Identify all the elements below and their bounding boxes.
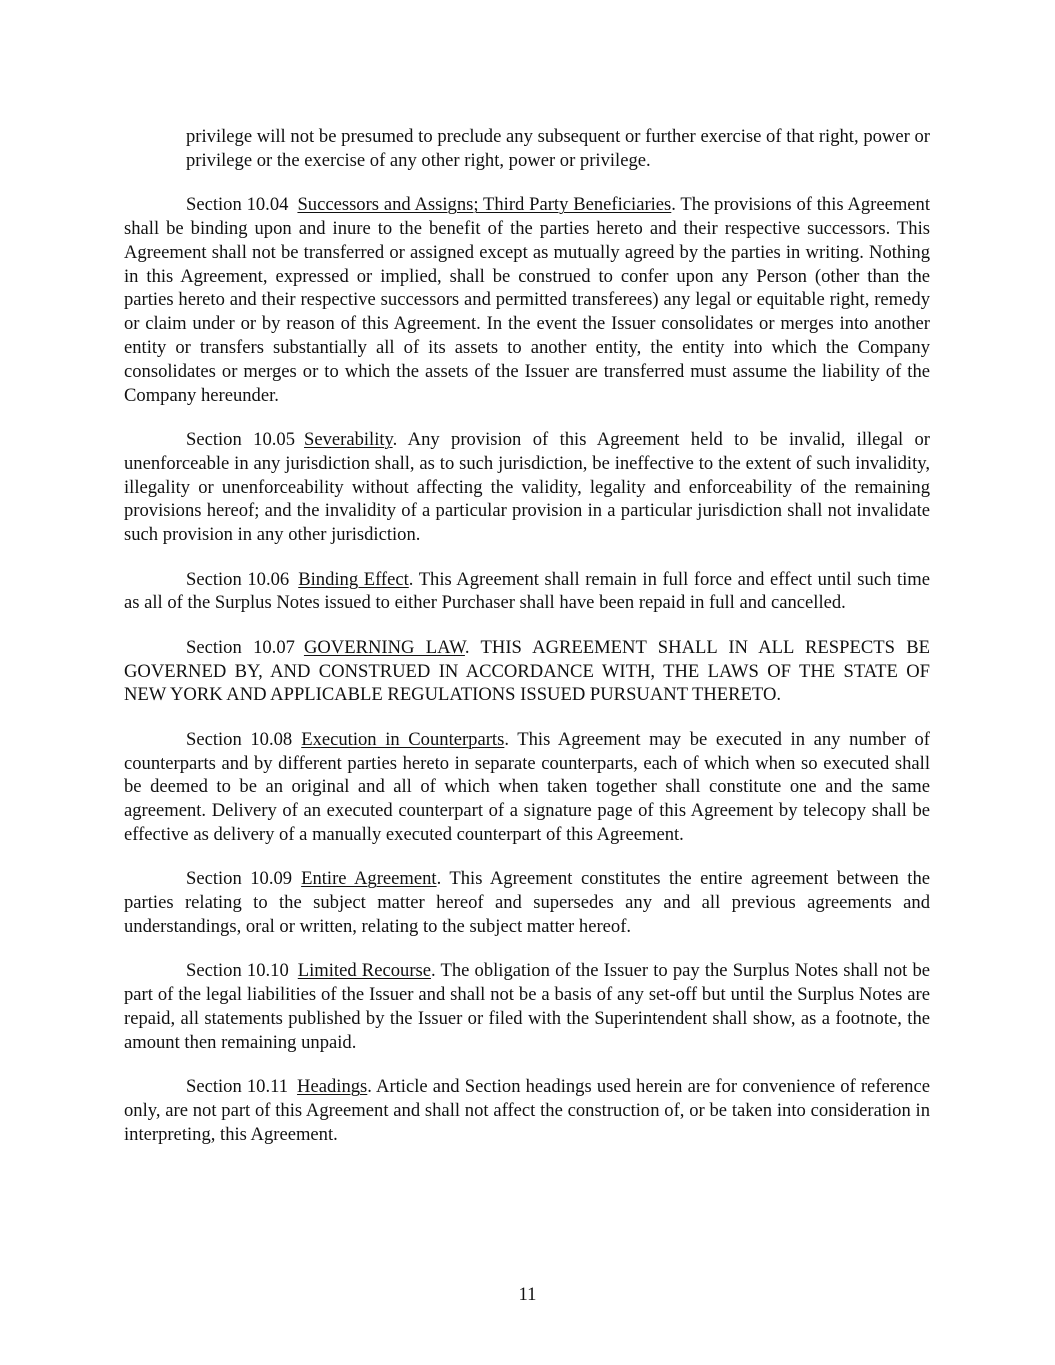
page-number: 11 <box>518 1284 537 1305</box>
section-body: . This Agreement may be executed in any number of counterparts and by different parties hereto in separate counterparts, each of which when so executed shall be deemed to be an original and all of which when taken together shall constitute one and the same agreement. Delivery of an executed counterpart of a signature page of this Agreement by telecopy shall be effective as delivery of a manually executed counterpart of this Agreement. <box>124 728 930 845</box>
section-10-10 <box>124 959 930 1054</box>
section-10-09 <box>124 867 930 938</box>
section-10-11 <box>124 1075 930 1146</box>
section-10-08 <box>124 728 930 847</box>
section-title: Headings <box>297 1076 368 1098</box>
section-title: Limited Recourse <box>297 960 431 982</box>
section-10-05 <box>124 428 930 547</box>
section-body: . The provisions of this Agreement shall be binding upon and inure to the benefit of the parties hereto and their respective successors. This Agreement shall not be transferred or assigned except as mutually agreed by the parties in writing. Nothing in this Agreement, expressed or implied, shall be construed to confer upon any Person (other than the parties hereto and their respective successors and permitted transferees) any legal or equitable right, remedy or claim under or by reason of this Agreement. In the event the Issuer consolidates or merges into another entity or transfers substantially all of its assets to another entity, the entity into which the Company consolidates or merges or to which the assets of the Issuer are transferred must assume the liability of the Company hereunder. <box>124 194 930 406</box>
section-body: . This Agreement shall remain in full force and effect until such time as all of the Surplus Notes issued to either Purchaser shall have been repaid in full and cancelled. <box>124 568 930 614</box>
section-number: Section 10.07 <box>186 636 295 658</box>
section-number: Section 10.08 <box>186 728 293 750</box>
section-title: Severability <box>304 428 393 450</box>
section-title: Successors and Assigns; Third Party Beneficiaries <box>297 194 672 216</box>
section-10-04 <box>124 193 930 407</box>
section-body: . The obligation of the Issuer to pay the Surplus Notes shall not be part of the legal liabilities of the Issuer and shall not be a basis of any set-off but until the Surplus Notes are repaid, all statements published by the Issuer or filed with the Superintendent shall show, as a footnote, the amount then remaining unpaid. <box>124 960 930 1053</box>
section-body: . Any provision of this Agreement held to be invalid, illegal or unenforceable in any jurisdiction shall, as to such jurisdiction, be ineffective to the extent of such invalidity, illegality or unenforceability without affecting the validity, legality and enforceability of the remaining provisions hereof; and the invalidity of a particular provision in a particular jurisdiction shall not invalidate such provision in any other jurisdiction. <box>124 428 930 546</box>
section-title: Execution in Counterparts <box>301 728 505 750</box>
section-number: Section 10.09 <box>186 868 293 890</box>
section-body: . This Agreement constitutes the entire agreement between the parties relating to the subject matter hereof and supersedes any and all previous agreements and understandings, oral or written, relating to the subject matter hereof. <box>124 868 930 937</box>
section-number: Section 10.10 <box>186 960 289 982</box>
section-number: Section 10.11 <box>186 1076 289 1098</box>
section-10-07 <box>124 636 930 707</box>
section-title: Binding Effect <box>298 568 409 590</box>
section-title: Entire Agreement <box>301 868 437 890</box>
section-body: . Article and Section headings used herein are for convenience of reference only, are not part of this Agreement and shall not affect the construction of, or be taken into consideration in interpreting, this Agreement. <box>124 1076 930 1145</box>
section-title: GOVERNING LAW <box>303 636 465 658</box>
continuation-paragraph: privilege will not be presumed to preclude any subsequent or further exercise of that right, power or privilege or the exercise of any other right, power or privilege. <box>186 126 930 171</box>
section-body: . THIS AGREEMENT SHALL IN ALL RESPECTS BE GOVERNED BY, AND CONSTRUED IN ACCORDANCE WITH, THE LAWS OF THE STATE OF NEW YORK AND APPLICABLE REGULATIONS ISSUED PURSUANT THERETO. <box>124 636 930 706</box>
section-number: Section 10.05 <box>186 428 295 450</box>
section-number: Section 10.06 <box>186 568 290 590</box>
section-10-06 <box>124 568 930 616</box>
document-page <box>124 125 930 1167</box>
section-number: Section 10.04 <box>186 194 289 216</box>
